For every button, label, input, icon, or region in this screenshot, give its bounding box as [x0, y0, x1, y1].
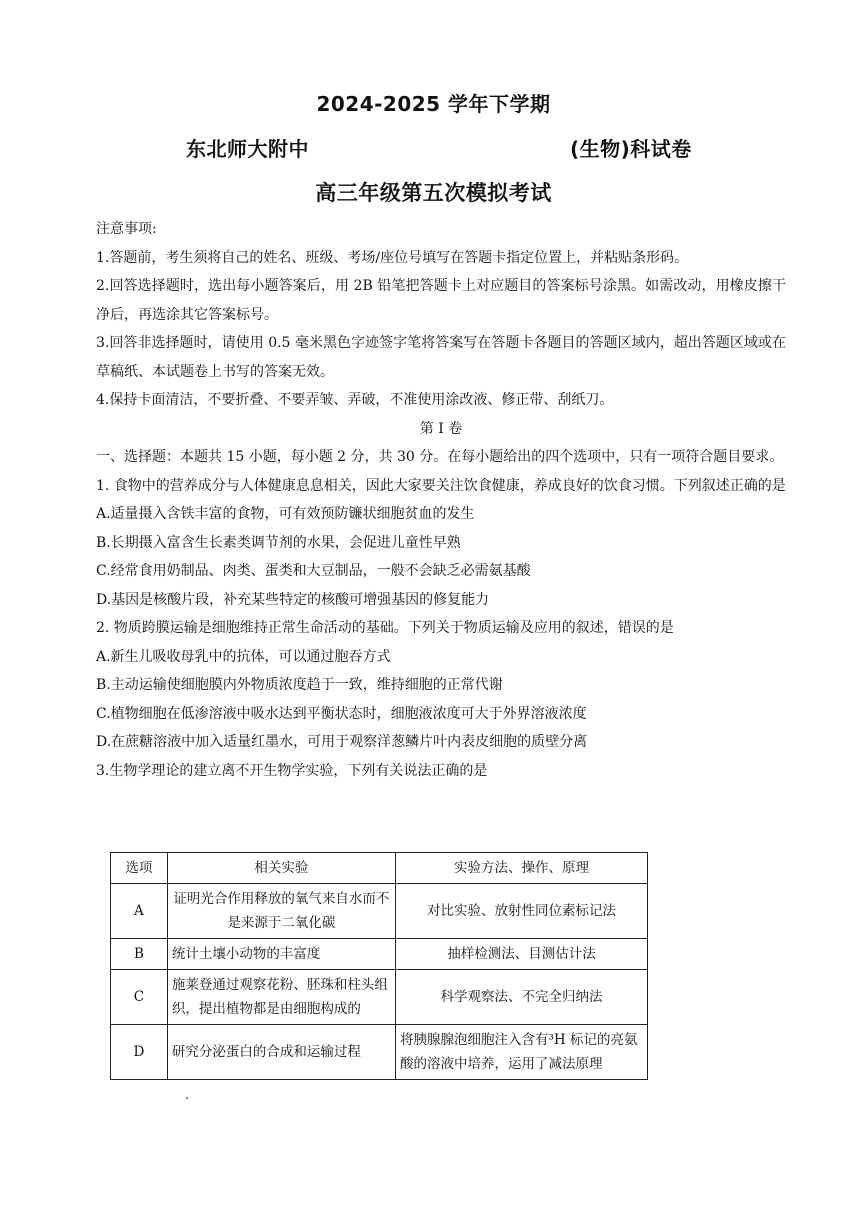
school-name: 东北师大附中	[186, 137, 309, 161]
table-header-cell: 实验方法、操作、原理	[395, 853, 647, 884]
question-2-option-a: A.新生儿吸收母乳中的抗体，可以通过胞吞方式	[96, 648, 391, 665]
table-row	[111, 1025, 648, 1080]
table-cell-method: 对比实验、放射性同位素标记法	[395, 884, 647, 939]
scan-speck	[186, 1097, 188, 1099]
notes-item: 4.保持卡面清洁，不要折叠、不要弄皱、弄破，不准使用涂改液、修正带、刮纸刀。	[96, 392, 614, 408]
experiment-table	[110, 852, 648, 1080]
notes-item: 3.回答非选择题时，请使用 0.5 毫米黑色字迹签字笔将答案写在答题卡各题目的答题区域内，超出答题区域或在草稿纸、本试题卷上书写的答案无效。	[96, 335, 786, 380]
table-header-cell: 相关实验	[167, 853, 395, 884]
table-cell-method: 将胰腺腺泡细胞注入含有³H 标记的亮氨酸的溶液中培养，运用了减法原理	[395, 1025, 647, 1080]
table-row	[111, 970, 648, 1025]
notes-item: 1.答题前，考生须将自己的姓名、班级、考场/座位号填写在答题卡指定位置上，并粘贴条形码。	[96, 249, 689, 266]
subject-title: (生物)科试卷	[570, 137, 692, 161]
table-cell-option: B	[111, 939, 168, 970]
notes-title: 注意事项:	[96, 221, 157, 237]
table-row	[111, 884, 648, 939]
table-cell-experiment: 研究分泌蛋白的合成和运输过程	[167, 1025, 395, 1080]
table-cell-experiment: 统计土壤小动物的丰富度	[167, 939, 395, 970]
table-cell-experiment: 证明光合作用释放的氧气来自水而不是来源于二氧化碳	[167, 884, 395, 939]
table-cell-option: C	[111, 970, 168, 1025]
question-1-option-b: B.长期摄入富含生长素类调节剂的水果，会促进儿童性早熟	[96, 534, 461, 551]
exam-term-title: 2024-2025 学年下学期	[316, 92, 551, 116]
question-2-stem: 2. 物质跨膜运输是细胞维持正常生命活动的基础。下列关于物质运输及应用的叙述，错误的是	[96, 620, 674, 636]
question-1-option-c: C.经常食用奶制品、肉类、蛋类和大豆制品，一般不会缺乏必需氨基酸	[96, 563, 531, 579]
table-row	[111, 939, 648, 970]
section-heading: 一、选择题：本题共 15 小题，每小题 2 分，共 30 分。在每小题给出的四个选项中，只有一项符合题目要求。	[96, 449, 784, 465]
table-header-cell: 选项	[111, 853, 168, 884]
table-cell-option: A	[111, 884, 168, 939]
question-1-option-a: A.适量摄入含铁丰富的食物，可有效预防镰状细胞贫血的发生	[96, 506, 475, 522]
question-2-option-d: D.在蔗糖溶液中加入适量红墨水，可用于观察洋葱鳞片叶内表皮细胞的质壁分离	[96, 734, 588, 750]
question-1-stem: 1. 食物中的营养成分与人体健康息息相关，因此大家要关注饮食健康，养成良好的饮食习惯。下列叙述正确的是	[96, 477, 786, 494]
volume-label: 第 I 卷	[419, 420, 463, 437]
table-cell-experiment: 施莱登通过观察花粉、胚珠和柱头组织，提出植物都是由细胞构成的	[167, 970, 395, 1025]
exam-body	[96, 215, 786, 785]
table-cell-method: 科学观察法、不完全归纳法	[395, 970, 647, 1025]
question-3-stem: 3.生物学理论的建立离不开生物学实验，下列有关说法正确的是	[96, 762, 488, 779]
table-header-row	[111, 853, 648, 884]
question-1-option-d: D.基因是核酸片段，补充某些特定的核酸可增强基因的修复能力	[96, 591, 490, 608]
question-2-option-b: B.主动运输使细胞膜内外物质浓度趋于一致，维持细胞的正常代谢	[96, 677, 503, 693]
table-cell-option: D	[111, 1025, 168, 1080]
question-2-option-c: C.植物细胞在低渗溶液中吸水达到平衡状态时，细胞液浓度可大于外界溶液浓度	[96, 705, 587, 722]
table-cell-method: 抽样检测法、目测估计法	[395, 939, 647, 970]
exam-name: 高三年级第五次模拟考试	[315, 181, 552, 205]
notes-item: 2.回答选择题时，选出每小题答案后，用 2B 铅笔把答题卡上对应题目的答案标号涂黑。如需改动，用橡皮擦干净后，再选涂其它答案标号。	[96, 278, 786, 323]
